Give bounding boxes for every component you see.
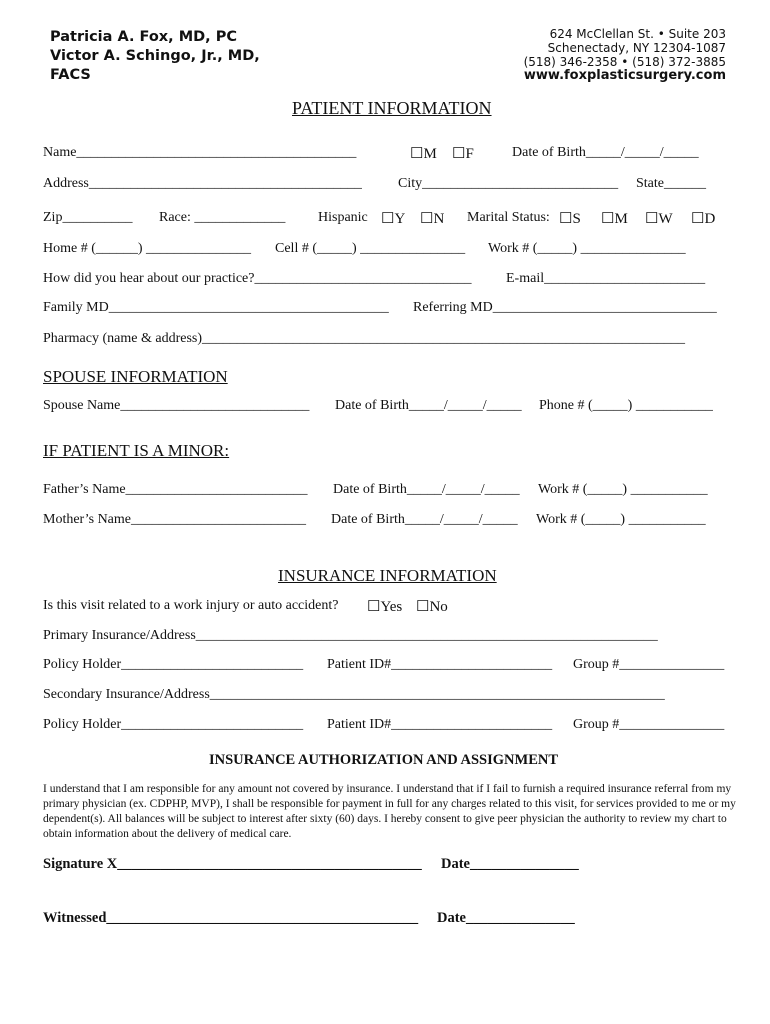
witness-field[interactable]: Witnessed___________________________________________ bbox=[43, 910, 419, 926]
website: www.foxplasticsurgery.com bbox=[523, 68, 726, 83]
referring-md-field[interactable]: Referring MD________________________________ bbox=[413, 300, 717, 315]
authorization-text: I understand that I am responsible for any amount not covered by insurance. I understand that if I fail to furnish a required insurance referral from my primary physician (ex. CDPHP, MVP), I shall be responsible for payment in full for any charges related to this visit, for services provided to me or my dependent(s). All balances will be subject to interest after sixty (60) days. I hereby consent to give peer physician the authority to review my chart to obtain information about the delivery of medical care. bbox=[43, 783, 736, 840]
sex-m-checkbox[interactable]: ☐M bbox=[410, 146, 437, 162]
witness-date-field[interactable]: Date_______________ bbox=[437, 910, 575, 926]
marital-single-checkbox[interactable]: ☐S bbox=[559, 211, 581, 227]
secondary-policy-holder-field[interactable]: Policy Holder__________________________ bbox=[43, 717, 304, 732]
hispanic-yes-checkbox[interactable]: ☐Y bbox=[381, 211, 406, 227]
zip-field[interactable]: Zip__________ bbox=[43, 210, 133, 225]
address-field[interactable]: Address_______________________________________ bbox=[43, 176, 362, 191]
injury-question: Is this visit related to a work injury or auto accident? bbox=[43, 598, 339, 613]
hispanic-label: Hispanic bbox=[318, 210, 368, 225]
patient-info-title: PATIENT INFORMATION bbox=[292, 98, 492, 118]
insurance-info-title: INSURANCE INFORMATION bbox=[278, 566, 497, 585]
spouse-dob-field[interactable]: Date of Birth_____/_____/_____ bbox=[335, 398, 522, 413]
signature-date-field[interactable]: Date_______________ bbox=[441, 856, 579, 872]
mother-name-field[interactable]: Mother’s Name_________________________ bbox=[43, 512, 306, 527]
marital-widowed-checkbox[interactable]: ☐W bbox=[645, 211, 673, 227]
hispanic-no-checkbox[interactable]: ☐N bbox=[420, 211, 445, 227]
doctor-name-1: Patricia A. Fox, MD, PC bbox=[50, 29, 237, 45]
primary-policy-holder-field[interactable]: Policy Holder__________________________ bbox=[43, 657, 304, 672]
referral-source-field[interactable]: How did you hear about our practice?_______________________________ bbox=[43, 271, 472, 286]
marital-status-label: Marital Status: bbox=[467, 210, 550, 225]
pharmacy-field[interactable]: Pharmacy (name & address)_____________________________________________________________________ bbox=[43, 331, 685, 346]
spouse-phone-field[interactable]: Phone # (_____) ___________ bbox=[539, 398, 713, 413]
authorization-title: INSURANCE AUTHORIZATION AND ASSIGNMENT bbox=[209, 752, 559, 768]
city-field[interactable]: City____________________________ bbox=[398, 176, 619, 191]
mother-dob-field[interactable]: Date of Birth_____/_____/_____ bbox=[331, 512, 518, 527]
injury-no-checkbox[interactable]: ☐No bbox=[416, 599, 448, 615]
marital-divorced-checkbox[interactable]: ☐D bbox=[691, 211, 716, 227]
secondary-patient-id-field[interactable]: Patient ID#_______________________ bbox=[327, 717, 553, 732]
sex-f-checkbox[interactable]: ☐F bbox=[452, 146, 474, 162]
address-line-2: Schenectady, NY 12304-1087 bbox=[547, 41, 726, 55]
work-phone-field[interactable]: Work # (_____) _______________ bbox=[488, 241, 686, 256]
father-work-field[interactable]: Work # (_____) ___________ bbox=[538, 482, 708, 497]
home-phone-field[interactable]: Home # (______) _______________ bbox=[43, 241, 252, 256]
practice-doctors bbox=[50, 28, 260, 85]
cell-phone-field[interactable]: Cell # (_____) _______________ bbox=[275, 241, 466, 256]
state-field[interactable]: State______ bbox=[636, 176, 706, 191]
practice-contact bbox=[524, 27, 726, 83]
father-dob-field[interactable]: Date of Birth_____/_____/_____ bbox=[333, 482, 520, 497]
name-field[interactable]: Name________________________________________ bbox=[43, 145, 357, 160]
phone-numbers: (518) 346-2358 • (518) 372-3885 bbox=[523, 55, 726, 69]
spouse-name-field[interactable]: Spouse Name___________________________ bbox=[43, 398, 310, 413]
signature-field[interactable]: Signature X__________________________________________ bbox=[43, 856, 422, 872]
family-md-field[interactable]: Family MD________________________________________ bbox=[43, 300, 389, 315]
primary-patient-id-field[interactable]: Patient ID#_______________________ bbox=[327, 657, 553, 672]
secondary-group-field[interactable]: Group #_______________ bbox=[573, 717, 725, 732]
primary-group-field[interactable]: Group #_______________ bbox=[573, 657, 725, 672]
spouse-info-title: SPOUSE INFORMATION bbox=[43, 367, 228, 386]
doctor-name-2-credentials: FACS bbox=[50, 67, 91, 83]
injury-yes-checkbox[interactable]: ☐Yes bbox=[367, 599, 403, 615]
secondary-insurance-field[interactable]: Secondary Insurance/Address_________________________________________________________________ bbox=[43, 687, 665, 702]
father-name-field[interactable]: Father’s Name__________________________ bbox=[43, 482, 308, 497]
email-field[interactable]: E-mail_______________________ bbox=[506, 271, 706, 286]
primary-insurance-field[interactable]: Primary Insurance/Address__________________________________________________________________ bbox=[43, 628, 658, 643]
doctor-name-2: Victor A. Schingo, Jr., MD, bbox=[50, 48, 260, 64]
address-line-1: 624 McClellan St. • Suite 203 bbox=[549, 27, 726, 41]
race-field[interactable]: Race: _____________ bbox=[159, 210, 286, 225]
mother-work-field[interactable]: Work # (_____) ___________ bbox=[536, 512, 706, 527]
marital-married-checkbox[interactable]: ☐M bbox=[601, 211, 628, 227]
minor-info-title: IF PATIENT IS A MINOR: bbox=[43, 441, 230, 460]
dob-field[interactable]: Date of Birth_____/_____/_____ bbox=[512, 145, 699, 160]
